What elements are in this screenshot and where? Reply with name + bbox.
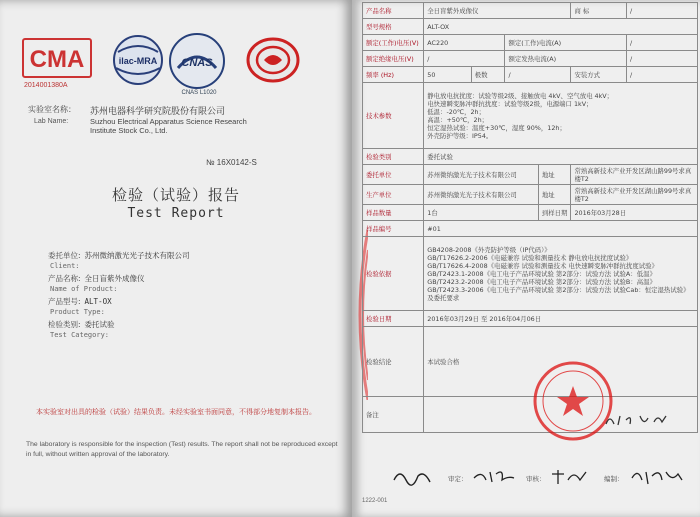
standard-line: GB/T2423.2-2008《电工电子产品环境试验 第2部分：试验方法 试验B：高温》 xyxy=(427,277,656,286)
notice-cn: 本实验室对出具的检验（试验）结果负责。未经实验室书面同意，不得部分地复制本报告。 xyxy=(36,408,316,416)
sample-no-label: 样品编号 xyxy=(363,221,424,237)
frequency-value: 50 xyxy=(424,67,471,83)
notice-en: The laboratory is responsible for the inspection (Test) results. The report shall not be reproduced except in full, without written approval of the laboratory. xyxy=(26,441,338,458)
report-title-cn: 检验（试验）报告 xyxy=(111,186,240,204)
maker-label: 生产单位 xyxy=(363,185,424,205)
ilac-mra-logo xyxy=(112,34,164,86)
cnas-logo xyxy=(168,32,226,90)
arrival-date-value: 2016年03月28日 xyxy=(571,205,698,221)
field-label-en: Test Category: xyxy=(50,331,110,339)
cma-logo-text: CMA xyxy=(29,46,85,73)
field-product-name xyxy=(48,273,338,293)
field-value: 全日盲紫外成像仪 xyxy=(84,274,145,283)
remarks-label: 备注 xyxy=(363,397,424,433)
tech-param-line: 恒定湿热试验：温度+30℃，湿度 90%，12h； xyxy=(427,123,566,132)
test-date-label: 检验日期 xyxy=(363,311,424,327)
conclusion-value: 本试验合格 xyxy=(424,327,698,397)
cnas-logo-text: CNAS xyxy=(181,57,213,69)
quantity-value: 1台 xyxy=(424,205,539,221)
table-row xyxy=(363,165,698,185)
category-value: 委托试验 xyxy=(424,149,698,165)
conclusion-label: 检验结论 xyxy=(363,327,424,397)
field-label-en: Product Type: xyxy=(50,308,105,316)
ccc-seal-logo xyxy=(246,36,300,84)
maker-value: 苏州微纳激光光子技术有限公司 xyxy=(424,185,539,205)
field-label: 委托单位: xyxy=(48,251,81,260)
heat-current-value: / xyxy=(627,51,698,67)
model-value: ALT-OX xyxy=(424,19,698,35)
poles-value: / xyxy=(505,67,571,83)
report-title-en: Test Report xyxy=(127,206,225,221)
client-value: 苏州微纳激光光子技术有限公司 xyxy=(424,165,539,185)
lab-name-label-en: Lab Name: xyxy=(34,118,69,125)
accreditation-logo-row xyxy=(0,32,352,96)
quantity-label: 样品数量 xyxy=(363,205,424,221)
ilac-logo-text: ilac-MRA xyxy=(118,56,158,66)
handwritten-date xyxy=(604,412,674,428)
lab-name-en-line1: Suzhou Electrical Apparatus Science Research xyxy=(90,117,247,126)
field-test-category xyxy=(48,319,338,339)
checker-signature xyxy=(550,466,590,488)
tech-param-line: 静电放电抗扰度：试验等级2级、接触放电 4kV、空气放电 4kV； xyxy=(427,91,614,100)
product-name-label: 产品名称 xyxy=(363,3,424,19)
standard-line: GB4208-2008《外壳防护等级（IP代码）》 xyxy=(427,245,551,254)
table-row xyxy=(363,185,698,205)
compiler-label: 编制： xyxy=(604,475,624,483)
model-label: 型号规格 xyxy=(363,19,424,35)
lab-name-label-cn: 实验室名称： xyxy=(28,105,76,114)
approver-signature xyxy=(392,466,432,488)
install-value: / xyxy=(627,67,698,83)
maker-address-label: 地址 xyxy=(538,185,571,205)
tech-param-line: 高温：+50℃，2h； xyxy=(427,115,489,124)
insulation-voltage-value: / xyxy=(424,51,505,67)
field-value: ALT-OX xyxy=(84,297,112,306)
tech-params-cell xyxy=(424,83,698,149)
field-client xyxy=(48,250,338,270)
rated-voltage-value: AC220 xyxy=(424,35,505,51)
field-label: 检验类别: xyxy=(48,320,81,329)
test-data-table xyxy=(362,2,698,433)
standard-line: GB/T17626.2-2006《电磁兼容 试验和测量技术 静电放电抗扰度试验》 xyxy=(427,253,633,262)
cma-logo xyxy=(22,38,92,78)
heat-current-label: 额定发热电流(A) xyxy=(505,51,627,67)
reviewer-signature xyxy=(472,466,516,488)
test-date-value: 2016年03月29日 至 2016年04月06日 xyxy=(424,311,698,327)
field-label-en: Name of Product: xyxy=(50,285,118,293)
lab-name-cn: 苏州电器科学研究院股份有限公司 xyxy=(90,107,226,117)
report-fields xyxy=(48,250,338,342)
standard-line: GB/T2423.3-2006《电工电子产品环境试验 第2部分：试验方法 试验Cab：恒定湿热试验》 xyxy=(427,285,690,294)
tech-param-line: 电快速瞬变脉冲群抗扰度：试验等级2级，电源端口 1kV； xyxy=(427,99,593,108)
category-label: 检验类别 xyxy=(363,149,424,165)
table-row xyxy=(363,35,698,51)
arrival-date-label: 到样日期 xyxy=(538,205,571,221)
install-label: 安装方式 xyxy=(571,67,627,83)
table-row xyxy=(363,3,698,19)
table-row xyxy=(363,19,698,35)
client-address-value: 常熟高新技术产业开发区湖山路99号求真楼T2 xyxy=(571,165,698,185)
table-row xyxy=(363,67,698,83)
lab-name-en-line2: Institute Stock Co., Ltd. xyxy=(90,126,168,135)
standard-line: 及委托要求 xyxy=(427,293,460,302)
field-label-en: Client: xyxy=(50,262,80,270)
signature-row xyxy=(366,466,696,488)
standard-line: GB/T17626.4-2008《电磁兼容 试验和测量技术 电快速瞬变脉冲群抗扰度试验》 xyxy=(427,261,658,270)
table-row xyxy=(363,311,698,327)
rated-voltage-label: 额定(工作)电压(V) xyxy=(363,35,424,51)
client-address-label: 地址 xyxy=(538,165,571,185)
sample-no-value: #01 xyxy=(424,221,698,237)
reviewer-label: 审定： xyxy=(448,475,468,483)
poles-label: 极数 xyxy=(471,67,505,83)
table-row xyxy=(363,327,698,397)
standards-cell xyxy=(424,237,698,311)
tech-param-line: 低温：-20℃，2h； xyxy=(427,107,485,116)
cma-number: 2014001380A xyxy=(24,82,68,89)
table-row xyxy=(363,205,698,221)
field-value: 苏州微纳激光光子技术有限公司 xyxy=(84,251,190,260)
maker-address-value: 常熟高新技术产业开发区湖山路99号求真楼T2 xyxy=(571,185,698,205)
table-row xyxy=(363,83,698,149)
report-number: № 16X0142-S xyxy=(206,158,257,167)
laboratory-name-block xyxy=(28,104,338,135)
trademark-value: / xyxy=(627,3,698,19)
field-product-type xyxy=(48,296,338,316)
table-row xyxy=(363,237,698,311)
official-seal-stamp xyxy=(532,360,614,442)
footer-code: 1222-001 xyxy=(362,498,388,504)
frequency-label: 频率 (Hz) xyxy=(363,67,424,83)
table-row xyxy=(363,221,698,237)
field-label: 产品名称: xyxy=(48,274,81,283)
client-label: 委托单位 xyxy=(363,165,424,185)
rated-current-value: / xyxy=(627,35,698,51)
checker-label: 审核： xyxy=(526,475,546,483)
tech-param-line: 外壳防护等级：IP54。 xyxy=(427,131,493,140)
report-data-page xyxy=(352,0,700,517)
rated-current-label: 额定(工作)电流(A) xyxy=(505,35,627,51)
tech-params-label: 技术参数 xyxy=(363,83,424,149)
basis-label: 检验依据 xyxy=(363,237,424,311)
insulation-voltage-label: 额定绝缘电压(V) xyxy=(363,51,424,67)
product-name-value: 全日盲紫外成像仪 xyxy=(424,3,571,19)
standard-line: GB/T2423.1-2008《电工电子产品环境试验 第2部分：试验方法 试验A：低温》 xyxy=(427,269,656,278)
table-row xyxy=(363,149,698,165)
compiler-signature xyxy=(630,466,684,488)
field-value: 委托试验 xyxy=(84,320,115,329)
field-label: 产品型号: xyxy=(48,297,81,306)
cnas-caption: CNAS L1020 xyxy=(181,90,217,96)
table-row xyxy=(363,51,698,67)
trademark-label: 商 标 xyxy=(571,3,627,19)
